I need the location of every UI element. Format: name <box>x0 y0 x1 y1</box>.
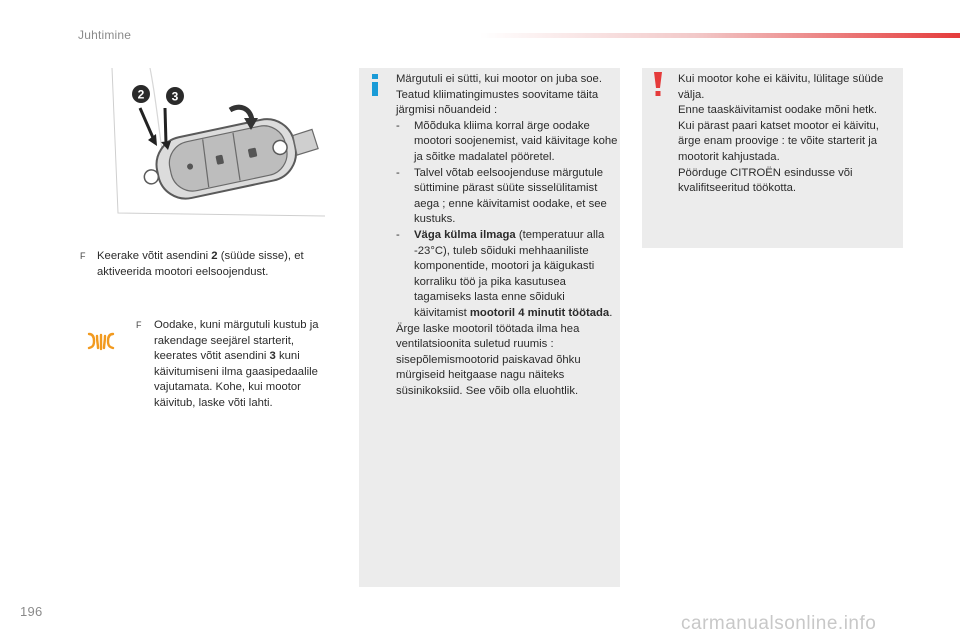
section-title: Juhtimine <box>78 28 132 42</box>
instruction-turn-key-text: Keerake võtit asendini 2 (süüde sisse), et aktiveerida mootori eelsoojendust. <box>97 250 304 278</box>
info-panel-text <box>396 72 618 399</box>
info-intro: Märgutuli ei sütti, kui mootor on juba soe. Teatud kliimatingimustes soovitame täita järgmisi nõuandeid : <box>396 73 602 117</box>
bullet-marker: F <box>136 320 142 330</box>
info-item-mild-climate: - Mõõduka kliima korral ärge oodake mootori soojenemist, vaid käivitage kohe ja sõitke madalatel pööretel. <box>396 119 618 163</box>
warning-line-3: Kui pärast paari katset mootor ei käivitu, ärge enam proovige : te võite starterit ja mootorit kahjustada. <box>678 119 879 163</box>
information-icon <box>369 74 381 96</box>
warning-line-1: Kui mootor kohe ei käivitu, lülitage süüde välja. <box>678 73 884 101</box>
callout-2: 2 <box>137 87 145 102</box>
instruction-turn-key <box>80 249 335 280</box>
preheating-glow-plug-icon <box>86 330 116 352</box>
warning-line-4: Pöörduge CITROËN esindusse või kvalifitseeritud töökotta. <box>678 166 853 195</box>
warning-icon <box>653 72 663 96</box>
instruction-start-engine-text: Oodake, kuni märgutuli kustub ja rakendage seejärel starterit, keerates võtit asendini 3 kuni käivitumiseni ilma gaasipedaalile vajutamata. Kohe, kui mootor käivitub, laske võti lahti. <box>154 319 319 409</box>
info-outro: Ärge laske mootoril töötada ilma hea ventilatsioonita suletud ruumis : sisepõlemismootorid paiskavad õhku mürgiseid heitgaase nagu näiteks süsinikoksiid. See võib olla eluohtlik. <box>396 322 581 397</box>
header-accent-rule <box>480 33 960 38</box>
info-item-winter: - Talvel võtab eelsoojenduse märgutule süttimine pärast süüte sisselülitamist aega ; enne käivitamist oodake, et see kustuks. <box>396 166 607 226</box>
warning-panel-text <box>678 72 900 197</box>
page-number: 196 <box>20 604 43 619</box>
warning-line-2: Enne taaskäivitamist oodake mõni hetk. <box>678 104 878 117</box>
bullet-marker: F <box>80 251 86 261</box>
info-item-very-cold: - Väga külma ilmaga (temperatuur alla -23°C), tuleb sõiduki mehhaaniliste komponentide, mootori ja käigukasti korraliku töö ja pika kasutusea tagamiseks lasta enne sõiduki käivitamist mootoril 4 minutit töötada. <box>396 228 613 319</box>
watermark: carmanualsonline.info <box>681 613 877 634</box>
instruction-start-engine <box>136 318 336 412</box>
callout-3: 3 <box>171 89 179 104</box>
key-fob-illustration <box>110 68 325 218</box>
